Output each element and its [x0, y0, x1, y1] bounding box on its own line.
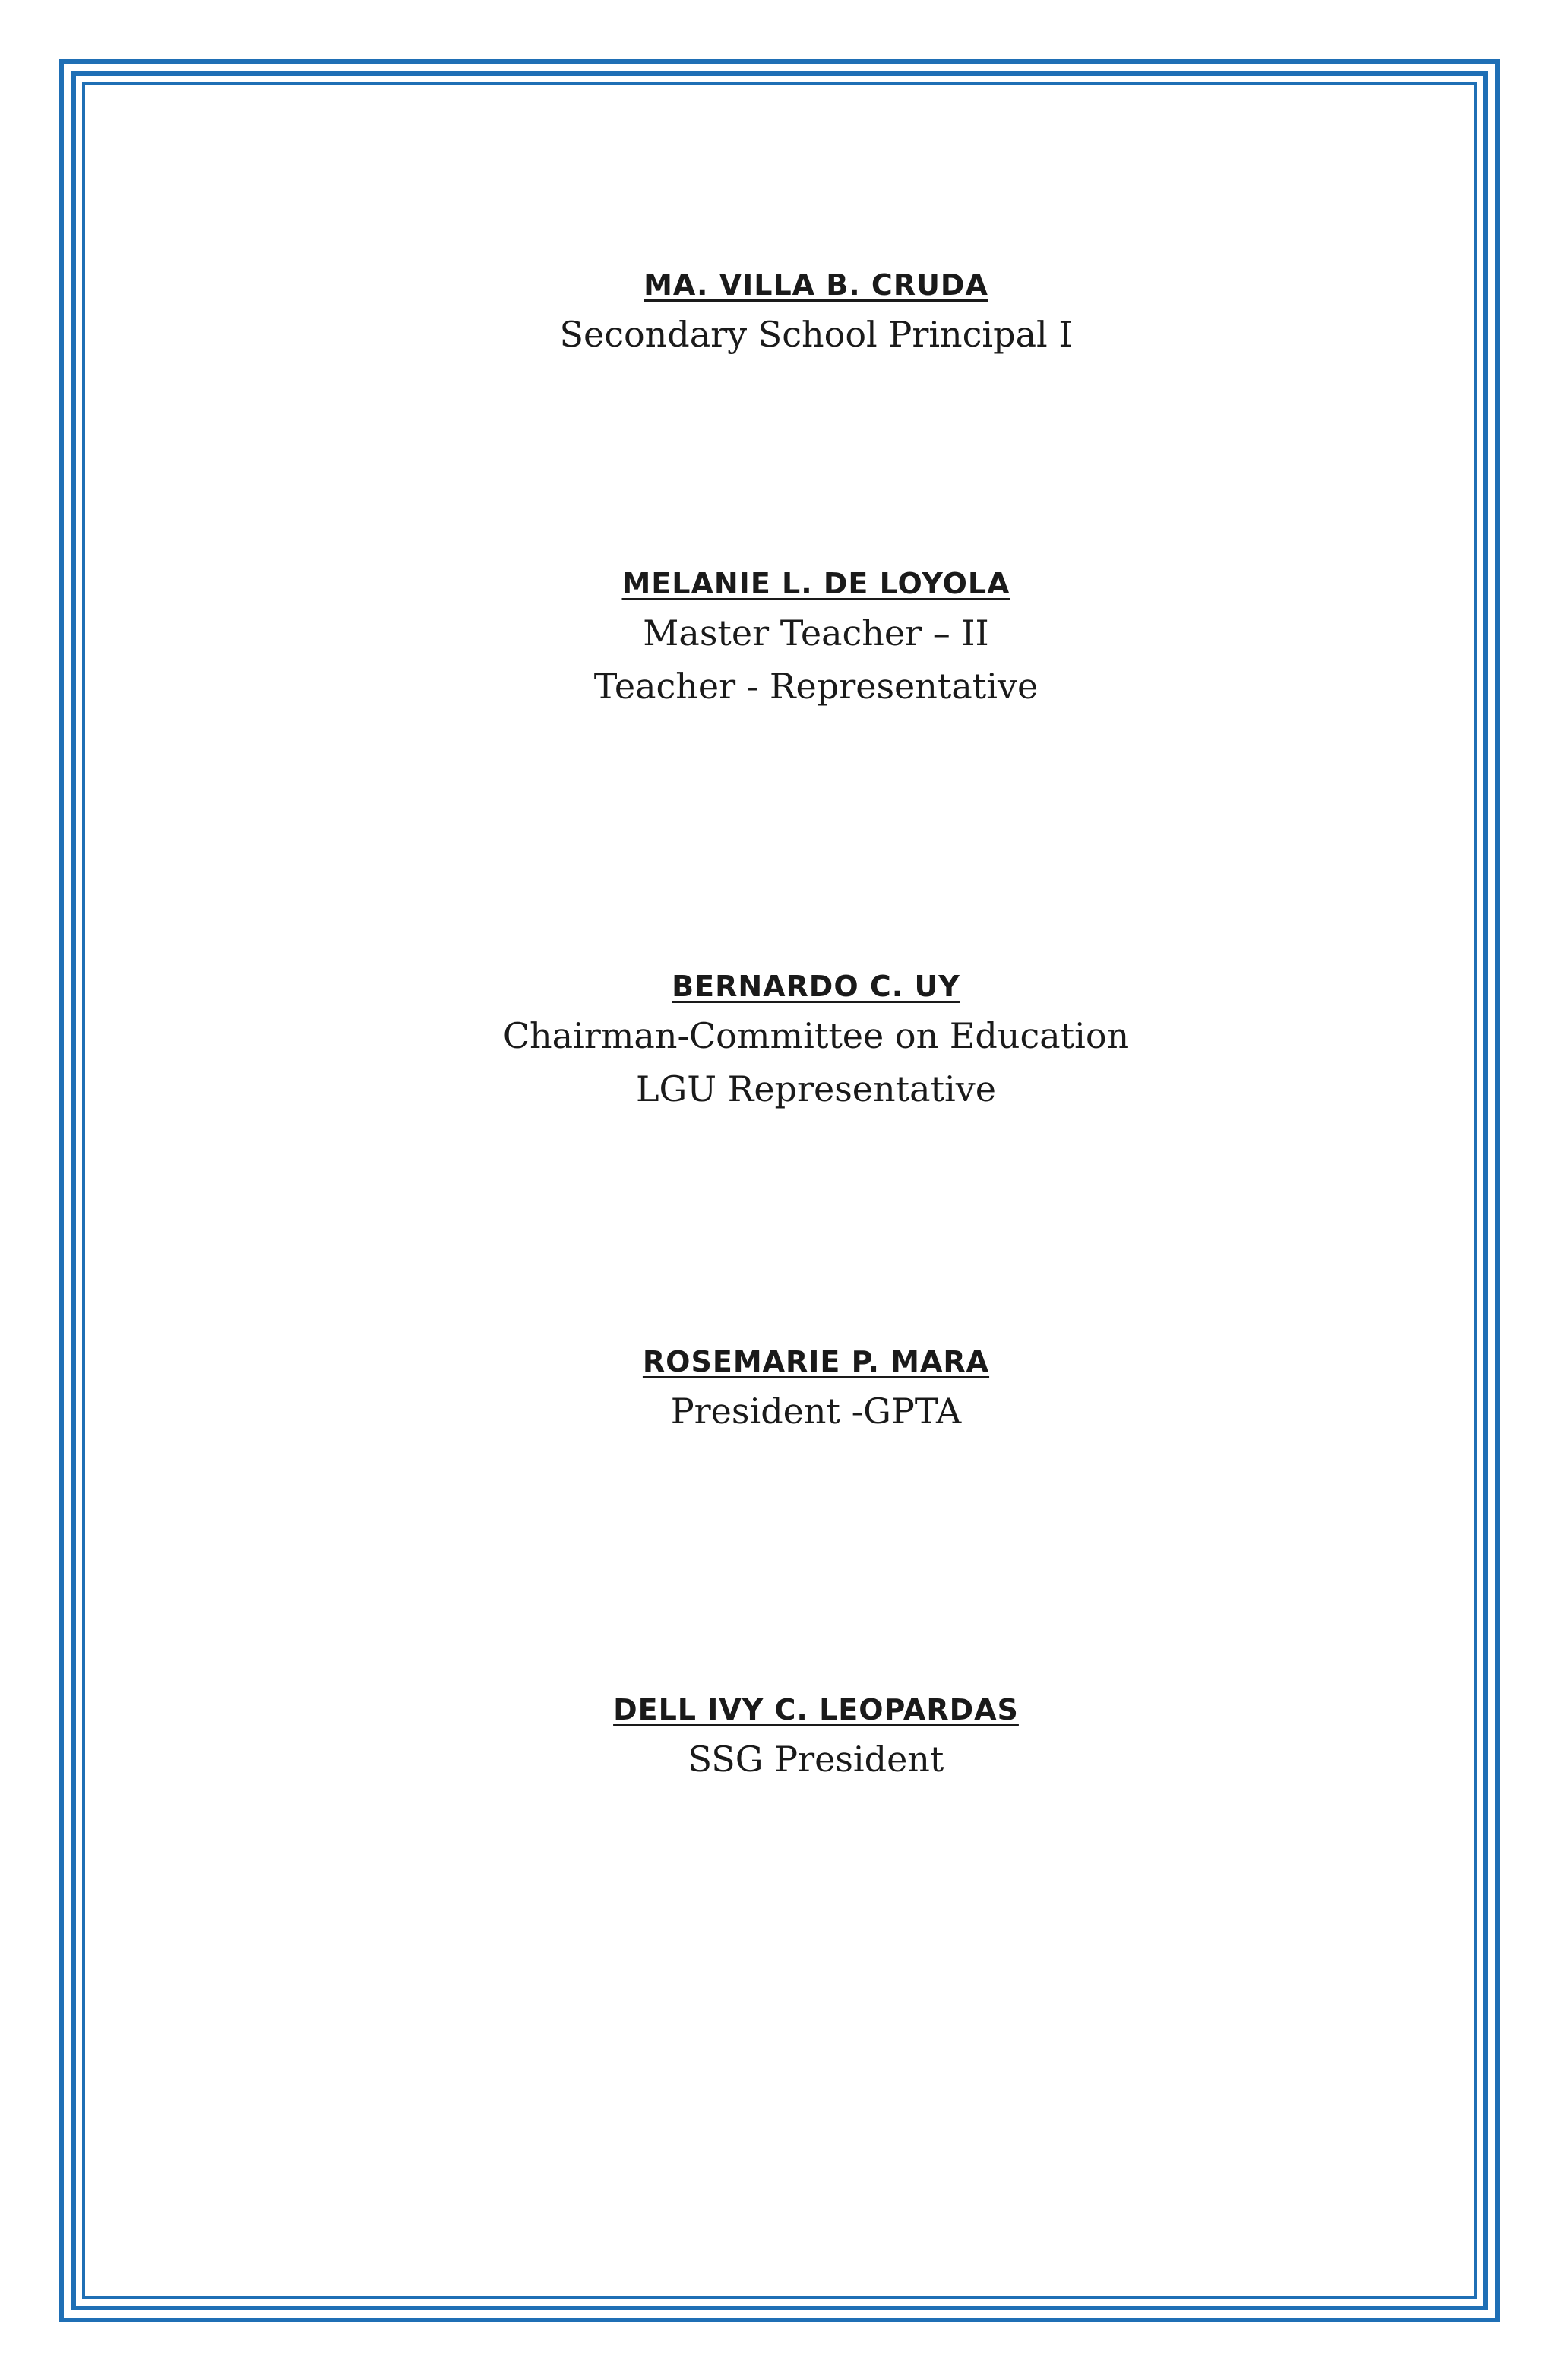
signatory-name: BERNARDO C. UY — [672, 970, 960, 1003]
signatory-position: Master Teacher – II — [643, 612, 989, 654]
signatory-block — [0, 1687, 1556, 1786]
signatory-position: SSG President — [688, 1739, 944, 1780]
signatory-block — [0, 964, 1556, 1116]
signatory-position: Secondary School Principal I — [559, 314, 1073, 355]
signatory-name: MA. VILLA B. CRUDA — [644, 268, 988, 302]
signatory-block — [0, 262, 1556, 361]
signatory-name: DELL IVY C. LEOPARDAS — [613, 1693, 1019, 1726]
page-border-inner — [82, 82, 1477, 2299]
signatory-role: LGU Representative — [636, 1068, 996, 1109]
signatory-role: Teacher - Representative — [593, 666, 1039, 707]
signatory-position: Chairman-Committee on Education — [502, 1015, 1130, 1056]
signatory-block — [0, 1339, 1556, 1438]
signatory-position: President -GPTA — [670, 1391, 962, 1432]
signatory-name: MELANIE L. DE LOYOLA — [621, 567, 1010, 600]
signatory-name: ROSEMARIE P. MARA — [642, 1345, 990, 1378]
signatory-block — [0, 561, 1556, 713]
